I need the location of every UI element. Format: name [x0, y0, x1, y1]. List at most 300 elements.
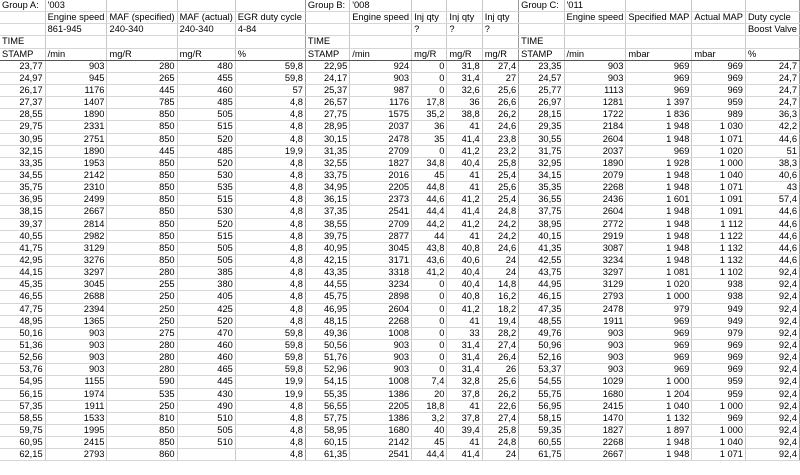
data-cell[interactable]: 2541: [350, 449, 412, 461]
data-cell[interactable]: 3171: [350, 254, 412, 266]
data-cell[interactable]: 60,95: [0, 437, 45, 449]
data-cell[interactable]: 24,8: [482, 206, 518, 218]
data-cell[interactable]: 36,15: [305, 194, 349, 206]
data-cell[interactable]: 1 948: [626, 230, 692, 242]
column-row3-cell[interactable]: TIME: [519, 36, 564, 48]
data-cell[interactable]: 16,2: [482, 291, 518, 303]
data-cell[interactable]: 49,76: [519, 327, 564, 339]
data-cell[interactable]: 25,6: [482, 182, 518, 194]
data-cell[interactable]: 25,8: [482, 424, 518, 436]
data-cell[interactable]: 24,7: [745, 97, 799, 109]
data-cell[interactable]: 520: [177, 218, 235, 230]
data-cell[interactable]: 4,8: [235, 109, 305, 121]
data-cell[interactable]: 53,37: [519, 364, 564, 376]
data-cell[interactable]: 1 204: [626, 388, 692, 400]
data-cell[interactable]: 37,8: [447, 412, 482, 424]
data-cell[interactable]: 24: [482, 254, 518, 266]
data-cell[interactable]: 42,95: [0, 254, 45, 266]
data-cell[interactable]: 34,15: [519, 169, 564, 181]
column-row3-cell[interactable]: [235, 36, 305, 48]
data-cell[interactable]: 3129: [45, 242, 107, 254]
data-cell[interactable]: 1008: [350, 376, 412, 388]
data-cell[interactable]: 485: [177, 97, 235, 109]
data-cell[interactable]: 1 948: [626, 206, 692, 218]
data-cell[interactable]: 4,8: [235, 218, 305, 230]
data-cell[interactable]: 2394: [45, 303, 107, 315]
data-cell[interactable]: 24: [482, 267, 518, 279]
data-cell[interactable]: 57,4: [745, 194, 799, 206]
data-cell[interactable]: 29,75: [0, 121, 45, 133]
column-headers-cell[interactable]: [0, 12, 45, 24]
data-cell[interactable]: 92,4: [745, 339, 799, 351]
data-cell[interactable]: 92,4: [745, 449, 799, 461]
data-cell[interactable]: 1890: [45, 145, 107, 157]
data-cell[interactable]: 515: [177, 230, 235, 242]
data-cell[interactable]: 505: [177, 254, 235, 266]
data-cell[interactable]: 45,75: [305, 291, 349, 303]
column-row3-cell[interactable]: [626, 36, 692, 48]
data-cell[interactable]: 51,76: [305, 352, 349, 364]
empty-cell[interactable]: [107, 0, 177, 12]
data-cell[interactable]: 4,8: [235, 400, 305, 412]
data-cell[interactable]: 92,4: [745, 400, 799, 412]
data-cell[interactable]: 850: [107, 424, 177, 436]
data-cell[interactable]: 37,8: [447, 388, 482, 400]
data-cell[interactable]: 455: [177, 72, 235, 84]
data-cell[interactable]: 51: [745, 145, 799, 157]
data-cell[interactable]: 850: [107, 133, 177, 145]
data-cell[interactable]: 19,9: [235, 145, 305, 157]
data-cell[interactable]: 1176: [350, 97, 412, 109]
data-cell[interactable]: 31,8: [447, 60, 482, 72]
data-cell[interactable]: 1 102: [692, 267, 746, 279]
data-cell[interactable]: 250: [107, 291, 177, 303]
data-cell[interactable]: 59,8: [235, 327, 305, 339]
data-cell[interactable]: 860: [107, 449, 177, 461]
data-cell[interactable]: 505: [177, 242, 235, 254]
data-cell[interactable]: 280: [107, 339, 177, 351]
data-cell[interactable]: 24,2: [482, 218, 518, 230]
data-cell[interactable]: 57,35: [0, 400, 45, 412]
column-row3-cell[interactable]: [177, 36, 235, 48]
data-cell[interactable]: 54,15: [305, 376, 349, 388]
data-cell[interactable]: 903: [350, 364, 412, 376]
data-cell[interactable]: 0: [412, 279, 447, 291]
data-cell[interactable]: 19,9: [235, 388, 305, 400]
data-cell[interactable]: 2877: [350, 230, 412, 242]
column-specs-cell[interactable]: 4-84: [235, 24, 305, 36]
data-cell[interactable]: 34,55: [0, 169, 45, 181]
column-specs-cell[interactable]: ?: [482, 24, 518, 36]
data-cell[interactable]: 4,8: [235, 242, 305, 254]
data-cell[interactable]: 36,55: [519, 194, 564, 206]
data-cell[interactable]: 505: [177, 109, 235, 121]
data-cell[interactable]: 4,8: [235, 315, 305, 327]
data-cell[interactable]: 42,15: [305, 254, 349, 266]
column-headers-cell[interactable]: Inj qty: [412, 12, 447, 24]
data-cell[interactable]: 470: [177, 327, 235, 339]
data-cell[interactable]: 969: [692, 352, 746, 364]
data-cell[interactable]: 979: [626, 303, 692, 315]
data-cell[interactable]: 505: [177, 424, 235, 436]
data-cell[interactable]: 445: [107, 145, 177, 157]
data-cell[interactable]: 3276: [45, 254, 107, 266]
data-cell[interactable]: 3045: [350, 242, 412, 254]
data-cell[interactable]: 465: [177, 364, 235, 376]
data-cell[interactable]: 41,4: [447, 206, 482, 218]
data-cell[interactable]: 1 948: [626, 121, 692, 133]
data-cell[interactable]: 92,4: [745, 315, 799, 327]
data-cell[interactable]: 22,95: [305, 60, 349, 72]
data-cell[interactable]: 62,15: [0, 449, 45, 461]
data-cell[interactable]: 2205: [350, 182, 412, 194]
data-cell[interactable]: 40,15: [519, 230, 564, 242]
data-cell[interactable]: 4,8: [235, 169, 305, 181]
data-cell[interactable]: 40,55: [0, 230, 45, 242]
data-cell[interactable]: 31,4: [447, 364, 482, 376]
data-cell[interactable]: 2268: [564, 182, 626, 194]
data-cell[interactable]: 903: [564, 339, 626, 351]
column-units-cell[interactable]: mg/R: [177, 48, 235, 60]
data-cell[interactable]: 29,35: [519, 121, 564, 133]
data-cell[interactable]: 949: [692, 303, 746, 315]
data-cell[interactable]: 460: [177, 339, 235, 351]
column-units-cell[interactable]: STAMP: [0, 48, 45, 60]
data-cell[interactable]: 24,7: [745, 72, 799, 84]
empty-cell[interactable]: [482, 0, 518, 12]
data-cell[interactable]: 41: [447, 169, 482, 181]
data-cell[interactable]: 385: [177, 267, 235, 279]
data-cell[interactable]: 1029: [564, 376, 626, 388]
data-cell[interactable]: 26,4: [482, 352, 518, 364]
data-cell[interactable]: 18,2: [482, 303, 518, 315]
data-cell[interactable]: 44,6: [745, 206, 799, 218]
data-cell[interactable]: 24,6: [482, 242, 518, 254]
data-cell[interactable]: 460: [177, 84, 235, 96]
data-cell[interactable]: 24,7: [745, 60, 799, 72]
data-cell[interactable]: 2793: [45, 449, 107, 461]
data-cell[interactable]: 24,57: [519, 72, 564, 84]
data-cell[interactable]: 4,8: [235, 424, 305, 436]
data-cell[interactable]: 42,2: [745, 121, 799, 133]
data-cell[interactable]: 1 040: [692, 437, 746, 449]
data-cell[interactable]: 1 601: [626, 194, 692, 206]
data-cell[interactable]: 4,8: [235, 303, 305, 315]
data-cell[interactable]: 59,35: [519, 424, 564, 436]
column-units-cell[interactable]: /min: [564, 48, 626, 60]
group-code[interactable]: '011: [564, 0, 626, 12]
data-cell[interactable]: 1 948: [626, 182, 692, 194]
data-cell[interactable]: 0: [412, 352, 447, 364]
data-cell[interactable]: 850: [107, 109, 177, 121]
data-cell[interactable]: 1890: [564, 157, 626, 169]
data-cell[interactable]: 40,6: [447, 254, 482, 266]
data-cell[interactable]: 515: [177, 194, 235, 206]
data-cell[interactable]: 57,75: [305, 412, 349, 424]
data-cell[interactable]: 280: [107, 352, 177, 364]
data-cell[interactable]: 250: [107, 315, 177, 327]
data-cell[interactable]: 25,6: [482, 376, 518, 388]
data-cell[interactable]: 969: [626, 315, 692, 327]
data-cell[interactable]: 1113: [564, 84, 626, 96]
data-cell[interactable]: 41: [447, 182, 482, 194]
data-cell[interactable]: 959: [692, 376, 746, 388]
column-row3-cell[interactable]: [564, 36, 626, 48]
data-cell[interactable]: 38,95: [519, 218, 564, 230]
data-cell[interactable]: 1 122: [692, 230, 746, 242]
data-cell[interactable]: 969: [692, 412, 746, 424]
data-cell[interactable]: 92,4: [745, 424, 799, 436]
data-cell[interactable]: 35,2: [412, 109, 447, 121]
data-cell[interactable]: 4,8: [235, 267, 305, 279]
column-row3-cell[interactable]: [45, 36, 107, 48]
data-cell[interactable]: 987: [350, 84, 412, 96]
data-cell[interactable]: 36: [447, 97, 482, 109]
data-cell[interactable]: 1 948: [626, 242, 692, 254]
data-cell[interactable]: 2205: [350, 400, 412, 412]
column-specs-cell[interactable]: 240-340: [177, 24, 235, 36]
data-cell[interactable]: 44,4: [412, 449, 447, 461]
data-cell[interactable]: 590: [107, 376, 177, 388]
empty-cell[interactable]: [745, 0, 799, 12]
data-cell[interactable]: 969: [626, 145, 692, 157]
data-cell[interactable]: 1 081: [626, 267, 692, 279]
data-cell[interactable]: 4,8: [235, 133, 305, 145]
column-units-cell[interactable]: mg/R: [412, 48, 447, 60]
data-cell[interactable]: 48,95: [0, 315, 45, 327]
data-cell[interactable]: 850: [107, 230, 177, 242]
data-cell[interactable]: 1 020: [626, 279, 692, 291]
data-cell[interactable]: 850: [107, 182, 177, 194]
data-cell[interactable]: 23,77: [0, 60, 45, 72]
data-cell[interactable]: 1 112: [692, 218, 746, 230]
data-cell[interactable]: 7,4: [412, 376, 447, 388]
data-cell[interactable]: 1827: [350, 157, 412, 169]
data-cell[interactable]: 1 030: [692, 121, 746, 133]
data-cell[interactable]: 33: [447, 327, 482, 339]
column-specs-cell[interactable]: [350, 24, 412, 36]
column-units-cell[interactable]: mg/R: [482, 48, 518, 60]
data-cell[interactable]: 26,2: [482, 388, 518, 400]
data-cell[interactable]: 1533: [45, 412, 107, 424]
data-cell[interactable]: 40,4: [447, 157, 482, 169]
empty-cell[interactable]: [692, 0, 746, 12]
data-cell[interactable]: 35: [412, 133, 447, 145]
data-cell[interactable]: 979: [692, 327, 746, 339]
data-cell[interactable]: 38,3: [745, 157, 799, 169]
data-cell[interactable]: 40,6: [745, 169, 799, 181]
data-cell[interactable]: 41,4: [447, 449, 482, 461]
data-cell[interactable]: 1 948: [626, 449, 692, 461]
data-cell[interactable]: 36,95: [0, 194, 45, 206]
data-cell[interactable]: 1386: [350, 388, 412, 400]
data-cell[interactable]: 4,8: [235, 412, 305, 424]
data-cell[interactable]: 850: [107, 206, 177, 218]
data-cell[interactable]: 44,8: [412, 182, 447, 194]
data-cell[interactable]: 1 897: [626, 424, 692, 436]
data-cell[interactable]: 1176: [45, 84, 107, 96]
data-cell[interactable]: 945: [45, 72, 107, 84]
data-cell[interactable]: 1365: [45, 315, 107, 327]
data-cell[interactable]: 31,4: [447, 352, 482, 364]
data-cell[interactable]: 530: [177, 206, 235, 218]
data-cell[interactable]: 969: [626, 352, 692, 364]
data-cell[interactable]: 0: [412, 60, 447, 72]
data-cell[interactable]: 24,8: [482, 437, 518, 449]
data-cell[interactable]: 2142: [45, 169, 107, 181]
data-cell[interactable]: 969: [692, 84, 746, 96]
data-cell[interactable]: 33,75: [305, 169, 349, 181]
group-label[interactable]: Group C:: [519, 0, 564, 12]
data-cell[interactable]: 380: [177, 279, 235, 291]
data-cell[interactable]: 1 020: [692, 145, 746, 157]
data-cell[interactable]: 1407: [45, 97, 107, 109]
data-cell[interactable]: 969: [626, 327, 692, 339]
data-cell[interactable]: 31,4: [447, 339, 482, 351]
data-cell[interactable]: 38,55: [305, 218, 349, 230]
data-cell[interactable]: 3234: [564, 254, 626, 266]
data-cell[interactable]: 59,8: [235, 60, 305, 72]
data-cell[interactable]: 56,15: [0, 388, 45, 400]
data-cell[interactable]: 2016: [350, 169, 412, 181]
data-cell[interactable]: 30,15: [305, 133, 349, 145]
data-cell[interactable]: 1 091: [692, 206, 746, 218]
empty-cell[interactable]: [177, 0, 235, 12]
data-cell[interactable]: 1 397: [626, 97, 692, 109]
data-cell[interactable]: 41: [447, 437, 482, 449]
data-cell[interactable]: 19,9: [235, 376, 305, 388]
data-cell[interactable]: 59,8: [235, 364, 305, 376]
data-cell[interactable]: 44,6: [745, 254, 799, 266]
data-cell[interactable]: 989: [692, 109, 746, 121]
column-headers-cell[interactable]: Inj qty: [482, 12, 518, 24]
data-cell[interactable]: 34,95: [305, 182, 349, 194]
data-cell[interactable]: 28,15: [519, 109, 564, 121]
data-cell[interactable]: 43,6: [412, 254, 447, 266]
data-cell[interactable]: 61,75: [519, 449, 564, 461]
data-cell[interactable]: 903: [564, 327, 626, 339]
column-specs-cell[interactable]: 861-945: [45, 24, 107, 36]
data-cell[interactable]: 25,37: [305, 84, 349, 96]
data-cell[interactable]: 4,8: [235, 157, 305, 169]
column-headers-cell[interactable]: Engine speed: [564, 12, 626, 24]
column-specs-cell[interactable]: [626, 24, 692, 36]
data-cell[interactable]: 28,2: [482, 327, 518, 339]
data-cell[interactable]: 2331: [45, 121, 107, 133]
data-cell[interactable]: 19,4: [482, 315, 518, 327]
data-cell[interactable]: 50,16: [0, 327, 45, 339]
column-headers-cell[interactable]: MAF (specified): [107, 12, 177, 24]
data-cell[interactable]: 2478: [350, 133, 412, 145]
data-cell[interactable]: 3318: [350, 267, 412, 279]
data-cell[interactable]: 3087: [564, 242, 626, 254]
data-cell[interactable]: 850: [107, 121, 177, 133]
data-cell[interactable]: 2709: [350, 145, 412, 157]
data-cell[interactable]: 92,4: [745, 437, 799, 449]
data-cell[interactable]: 48,15: [305, 315, 349, 327]
data-cell[interactable]: 1 000: [626, 376, 692, 388]
data-cell[interactable]: 2751: [45, 133, 107, 145]
data-cell[interactable]: 1 132: [692, 242, 746, 254]
data-cell[interactable]: 52,16: [519, 352, 564, 364]
data-cell[interactable]: 460: [177, 352, 235, 364]
data-cell[interactable]: 1 948: [626, 254, 692, 266]
data-cell[interactable]: 1911: [45, 400, 107, 412]
data-cell[interactable]: 480: [177, 60, 235, 72]
column-specs-cell[interactable]: [0, 24, 45, 36]
data-cell[interactable]: 24,97: [0, 72, 45, 84]
data-cell[interactable]: 59,8: [235, 72, 305, 84]
data-cell[interactable]: 1155: [45, 376, 107, 388]
data-cell[interactable]: 2793: [564, 291, 626, 303]
data-cell[interactable]: 969: [626, 72, 692, 84]
data-cell[interactable]: 2667: [45, 206, 107, 218]
data-cell[interactable]: 250: [107, 303, 177, 315]
data-cell[interactable]: 850: [107, 437, 177, 449]
data-cell[interactable]: 2142: [350, 437, 412, 449]
data-cell[interactable]: 2268: [350, 315, 412, 327]
column-row3-cell[interactable]: [692, 36, 746, 48]
data-cell[interactable]: 24: [482, 449, 518, 461]
data-cell[interactable]: 1 000: [626, 291, 692, 303]
data-cell[interactable]: 3297: [564, 267, 626, 279]
data-cell[interactable]: 903: [564, 364, 626, 376]
column-headers-cell[interactable]: [519, 12, 564, 24]
column-units-cell[interactable]: mbar: [626, 48, 692, 60]
data-cell[interactable]: 4,8: [235, 449, 305, 461]
data-cell[interactable]: 47,35: [519, 303, 564, 315]
data-cell[interactable]: 4,8: [235, 254, 305, 266]
data-cell[interactable]: 2436: [564, 194, 626, 206]
data-cell[interactable]: 425: [177, 303, 235, 315]
column-row3-cell[interactable]: TIME: [305, 36, 349, 48]
data-cell[interactable]: 41,2: [447, 145, 482, 157]
data-cell[interactable]: 1 132: [626, 412, 692, 424]
data-cell[interactable]: 0: [412, 84, 447, 96]
data-cell[interactable]: 48,55: [519, 315, 564, 327]
data-cell[interactable]: 50,96: [519, 339, 564, 351]
data-cell[interactable]: 280: [107, 364, 177, 376]
data-cell[interactable]: 41,2: [412, 267, 447, 279]
column-specs-cell[interactable]: [519, 24, 564, 36]
data-cell[interactable]: 60,55: [519, 437, 564, 449]
data-cell[interactable]: 938: [692, 279, 746, 291]
data-cell[interactable]: 43,8: [412, 242, 447, 254]
data-cell[interactable]: 42,55: [519, 254, 564, 266]
data-cell[interactable]: 26,2: [482, 109, 518, 121]
data-cell[interactable]: 26,97: [519, 97, 564, 109]
data-cell[interactable]: 969: [626, 364, 692, 376]
group-label[interactable]: Group B:: [305, 0, 349, 12]
column-headers-cell[interactable]: Engine speed: [350, 12, 412, 24]
column-headers-cell[interactable]: EGR duty cycle: [235, 12, 305, 24]
data-cell[interactable]: 1 000: [692, 400, 746, 412]
data-cell[interactable]: 41,4: [447, 133, 482, 145]
data-cell[interactable]: 1 948: [626, 437, 692, 449]
data-cell[interactable]: 850: [107, 194, 177, 206]
empty-cell[interactable]: [412, 0, 447, 12]
data-cell[interactable]: 0: [412, 339, 447, 351]
column-units-cell[interactable]: %: [235, 48, 305, 60]
data-cell[interactable]: 28,55: [0, 109, 45, 121]
data-cell[interactable]: 37,75: [519, 206, 564, 218]
data-cell[interactable]: 280: [107, 267, 177, 279]
data-cell[interactable]: 850: [107, 242, 177, 254]
data-cell[interactable]: 46,15: [519, 291, 564, 303]
data-cell[interactable]: 39,4: [447, 424, 482, 436]
data-cell[interactable]: 485: [177, 145, 235, 157]
data-cell[interactable]: 535: [177, 182, 235, 194]
